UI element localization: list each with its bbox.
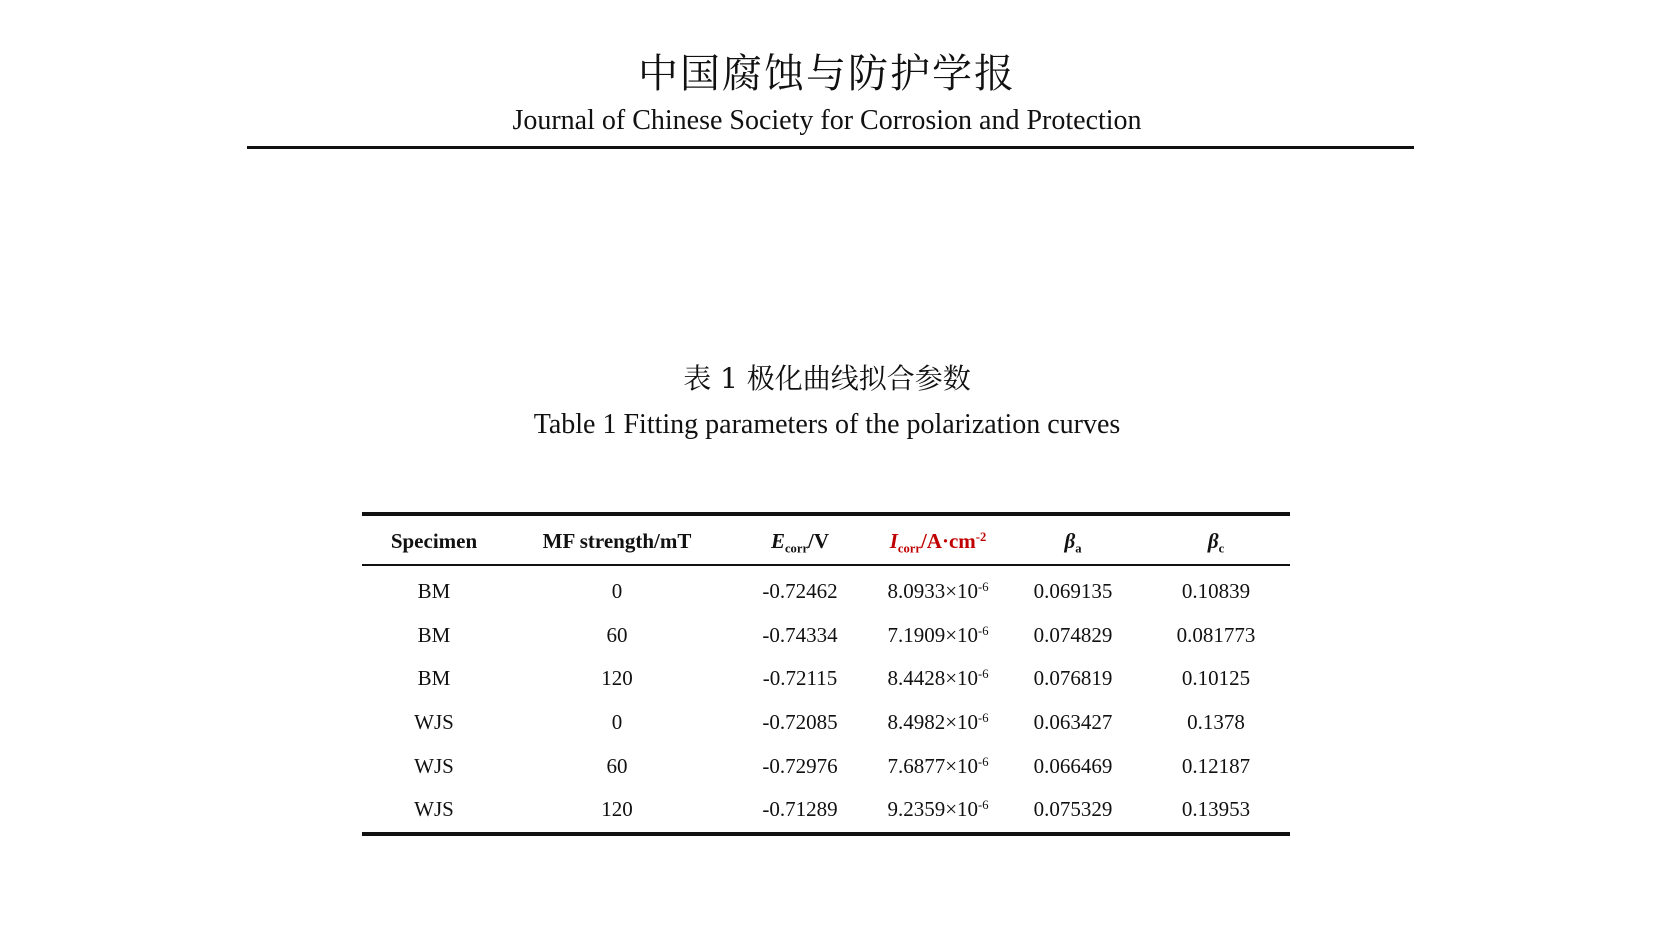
header-mf-strength: MF strength/mT bbox=[542, 528, 692, 553]
cell-beta-a: 0.076819 bbox=[1033, 666, 1113, 691]
cell-ecorr: -0.72115 bbox=[762, 666, 838, 691]
table-row bbox=[362, 744, 1290, 788]
cell-icorr bbox=[872, 657, 1004, 701]
icorr-symbol: I bbox=[889, 528, 898, 553]
cell-icorr bbox=[872, 744, 1004, 788]
cell-specimen: BM bbox=[417, 666, 451, 691]
cell-mf-strength: 120 bbox=[601, 666, 633, 691]
icorr-exponent: -6 bbox=[978, 711, 989, 726]
cell-beta-a: 0.075329 bbox=[1033, 797, 1113, 822]
table-caption-english: Table 1 Fitting parameters of the polarization curves bbox=[533, 409, 1121, 440]
icorr-mantissa: 7.1909×10 bbox=[887, 622, 979, 647]
icorr-mantissa: 7.6877×10 bbox=[887, 753, 979, 778]
table-row bbox=[362, 788, 1290, 834]
beta-c-symbol: β bbox=[1207, 528, 1219, 553]
cell-icorr bbox=[872, 614, 1004, 658]
polarization-parameters-table bbox=[362, 512, 1290, 836]
cell-ecorr: -0.74334 bbox=[762, 622, 838, 647]
cell-specimen: BM bbox=[417, 622, 451, 647]
cell-mf-strength: 0 bbox=[611, 710, 623, 735]
icorr-exponent: -6 bbox=[978, 580, 989, 595]
cell-beta-c: 0.081773 bbox=[1176, 622, 1256, 647]
cell-specimen: WJS bbox=[414, 710, 454, 735]
cell-ecorr: -0.72976 bbox=[762, 753, 838, 778]
cell-beta-c: 0.13953 bbox=[1181, 797, 1251, 822]
header-beta-a bbox=[1004, 514, 1142, 565]
icorr-mantissa: 9.2359×10 bbox=[887, 797, 979, 822]
icorr-exponent: -6 bbox=[978, 623, 989, 638]
cell-icorr bbox=[872, 701, 1004, 745]
cell-icorr bbox=[872, 565, 1004, 614]
cell-mf-strength: 0 bbox=[611, 579, 623, 604]
header-beta-c bbox=[1142, 514, 1290, 565]
ecorr-unit: /V bbox=[808, 528, 830, 553]
beta-c-subscript: c bbox=[1218, 540, 1225, 555]
cell-beta-c: 0.10125 bbox=[1181, 666, 1251, 691]
beta-a-symbol: β bbox=[1064, 528, 1076, 553]
table-row bbox=[362, 701, 1290, 745]
cell-beta-c: 0.10839 bbox=[1181, 579, 1251, 604]
icorr-exponent: -6 bbox=[978, 667, 989, 682]
cell-beta-a: 0.074829 bbox=[1033, 622, 1113, 647]
icorr-exponent: -6 bbox=[978, 754, 989, 769]
icorr-exponent: -6 bbox=[978, 798, 989, 813]
table-row bbox=[362, 657, 1290, 701]
journal-title-english: Journal of Chinese Society for Corrosion and Protection bbox=[512, 105, 1142, 136]
icorr-subscript: corr bbox=[897, 540, 921, 555]
cell-mf-strength: 60 bbox=[606, 622, 628, 647]
cell-beta-c: 0.12187 bbox=[1181, 753, 1251, 778]
table-row bbox=[362, 565, 1290, 614]
ecorr-symbol: E bbox=[770, 528, 785, 553]
cell-specimen: WJS bbox=[414, 797, 454, 822]
beta-a-subscript: a bbox=[1075, 540, 1082, 555]
cell-specimen: WJS bbox=[414, 753, 454, 778]
cell-mf-strength: 120 bbox=[601, 797, 633, 822]
cell-beta-a: 0.069135 bbox=[1033, 579, 1113, 604]
header-icorr bbox=[872, 514, 1004, 565]
cell-beta-c: 0.1378 bbox=[1187, 710, 1245, 735]
journal-title-chinese: 中国腐蚀与防护学报 bbox=[638, 51, 1016, 97]
cell-specimen: BM bbox=[417, 579, 451, 604]
table-row bbox=[362, 614, 1290, 658]
cell-ecorr: -0.72462 bbox=[762, 579, 838, 604]
cell-beta-a: 0.066469 bbox=[1033, 753, 1113, 778]
icorr-mantissa: 8.4428×10 bbox=[887, 666, 979, 691]
icorr-unit: /A·cm bbox=[920, 528, 976, 553]
icorr-unit-exponent: -2 bbox=[975, 529, 987, 544]
table-header-row bbox=[362, 514, 1290, 565]
cell-ecorr: -0.71289 bbox=[762, 797, 838, 822]
table-caption-chinese: 表 1 极化曲线拟合参数 bbox=[683, 362, 971, 395]
header-specimen: Specimen bbox=[390, 528, 478, 553]
cell-ecorr: -0.72085 bbox=[762, 710, 838, 735]
cell-beta-a: 0.063427 bbox=[1033, 710, 1113, 735]
icorr-mantissa: 8.4982×10 bbox=[887, 710, 979, 735]
icorr-mantissa: 8.0933×10 bbox=[887, 579, 979, 604]
header-divider bbox=[247, 146, 1414, 149]
ecorr-subscript: corr bbox=[784, 540, 809, 555]
header-ecorr bbox=[728, 514, 872, 565]
cell-icorr bbox=[872, 788, 1004, 834]
cell-mf-strength: 60 bbox=[606, 753, 628, 778]
